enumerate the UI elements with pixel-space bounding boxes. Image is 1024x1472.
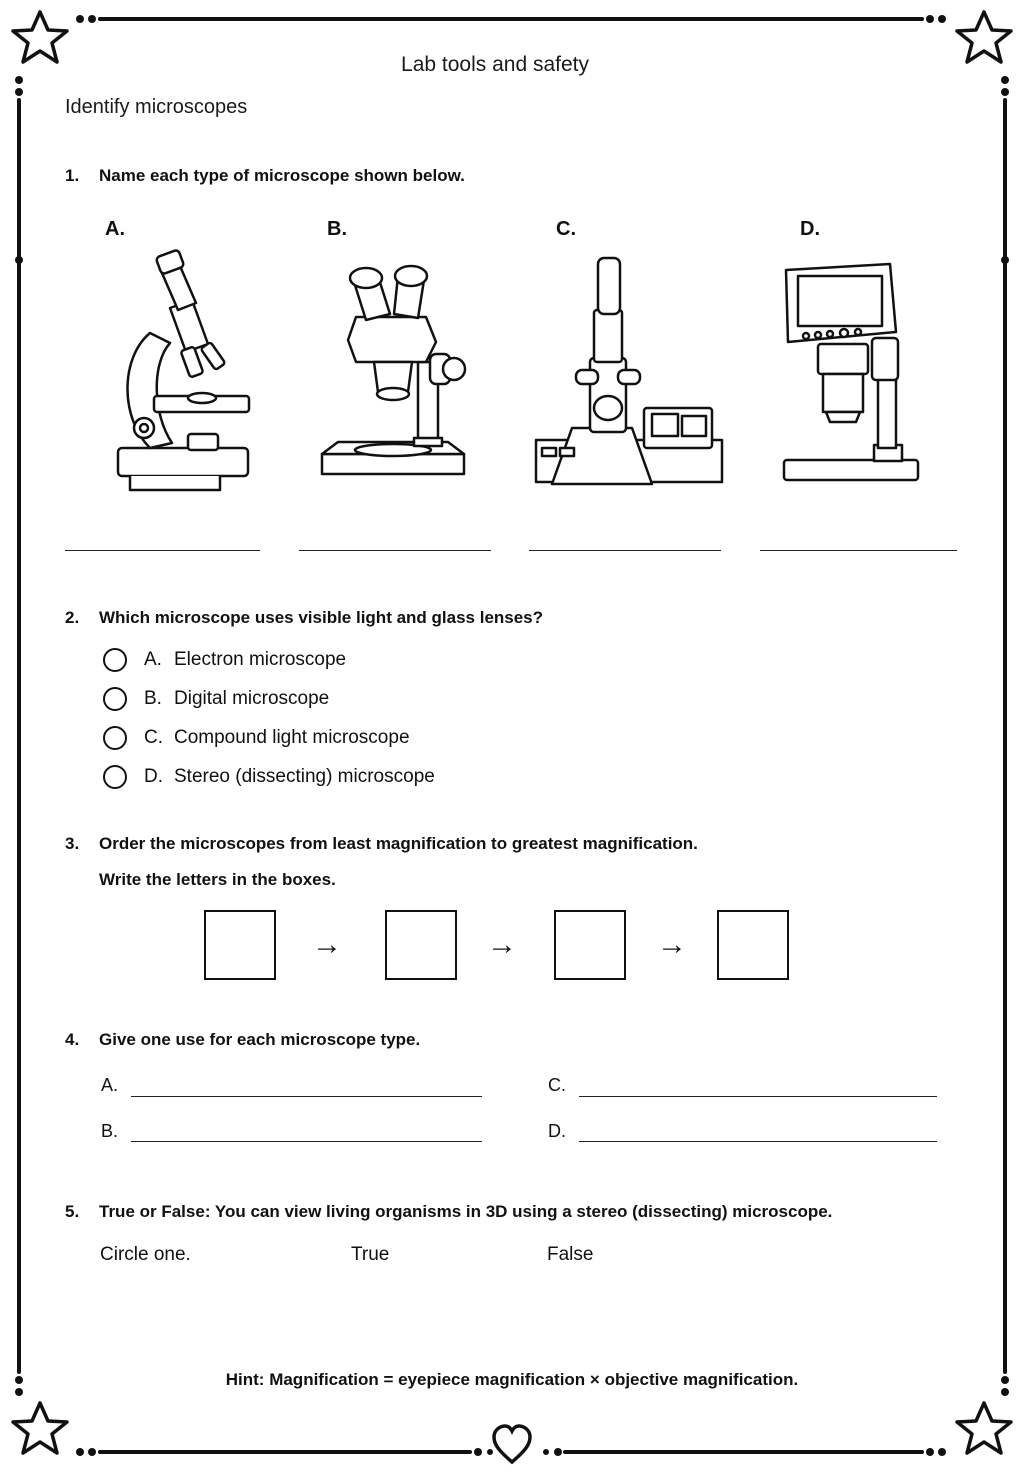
q3-instruction: Write the letters in the boxes. bbox=[99, 870, 336, 889]
electron-microscope-image bbox=[532, 248, 727, 493]
stereo-microscope-image bbox=[318, 262, 468, 487]
option-letter: C. bbox=[144, 727, 163, 748]
digital-microscope-image bbox=[778, 260, 923, 490]
option-letter: D. bbox=[144, 766, 163, 787]
q1-number: 1. bbox=[65, 166, 80, 185]
order-box-3[interactable] bbox=[554, 910, 626, 980]
q1-answer-line-c[interactable] bbox=[529, 550, 721, 551]
option-text: Digital microscope bbox=[174, 688, 330, 709]
q4-label-c: C. bbox=[548, 1075, 566, 1095]
q2-option-c[interactable] bbox=[103, 723, 410, 753]
radio-button[interactable] bbox=[103, 765, 127, 789]
arrow-icon: → bbox=[487, 928, 517, 961]
radio-button[interactable] bbox=[103, 687, 127, 711]
q1-label-b: B. bbox=[327, 218, 347, 240]
q4-label-d: D. bbox=[548, 1121, 566, 1141]
q4-answer-line-d[interactable] bbox=[579, 1141, 937, 1142]
order-box-4[interactable] bbox=[717, 910, 789, 980]
q2-option-a[interactable] bbox=[103, 645, 346, 675]
q2-number: 2. bbox=[65, 608, 80, 627]
q4-label-a: A. bbox=[101, 1075, 119, 1095]
q1-text: Name each type of microscope shown below. bbox=[99, 166, 465, 185]
q1-label-c: C. bbox=[556, 218, 576, 240]
arrow-icon: → bbox=[657, 928, 687, 961]
q1-label-a: A. bbox=[105, 218, 125, 240]
q2-option-d[interactable] bbox=[103, 762, 435, 792]
q3-text: Order the microscopes from least magnification to greatest magnification. bbox=[99, 834, 698, 853]
q5-true-option[interactable]: True bbox=[351, 1244, 390, 1265]
q2-option-b[interactable] bbox=[103, 684, 329, 714]
q1-answer-line-d[interactable] bbox=[760, 550, 957, 551]
q2-text: Which microscope uses visible light and glass lenses? bbox=[99, 608, 544, 627]
q5-text: True or False: You can view living organisms in 3D using a stereo (dissecting) microscope. bbox=[99, 1202, 833, 1221]
option-text: Electron microscope bbox=[174, 649, 347, 670]
radio-button[interactable] bbox=[103, 726, 127, 750]
q5-number: 5. bbox=[65, 1202, 80, 1221]
q1-answer-line-a[interactable] bbox=[65, 550, 260, 551]
heart-icon bbox=[494, 1426, 530, 1462]
q4-answer-line-a[interactable] bbox=[131, 1096, 482, 1097]
option-text: Compound light microscope bbox=[174, 727, 410, 748]
q5-false-option[interactable]: False bbox=[547, 1244, 594, 1265]
hint-text: Hint: Magnification = eyepiece magnification × objective magnification. bbox=[225, 1370, 799, 1389]
order-box-2[interactable] bbox=[385, 910, 457, 980]
page-title: Lab tools and safety bbox=[401, 53, 589, 76]
q4-answer-line-c[interactable] bbox=[579, 1096, 937, 1097]
option-letter: B. bbox=[144, 688, 162, 709]
star-icon bbox=[957, 1403, 1011, 1453]
q1-answer-line-b[interactable] bbox=[299, 550, 491, 551]
radio-button[interactable] bbox=[103, 648, 127, 672]
q5-circle-one: Circle one. bbox=[100, 1244, 191, 1265]
q3-number: 3. bbox=[65, 834, 80, 853]
star-icon bbox=[13, 1403, 67, 1453]
order-box-1[interactable] bbox=[204, 910, 276, 980]
q4-label-b: B. bbox=[101, 1121, 119, 1141]
option-letter: A. bbox=[144, 649, 162, 670]
arrow-icon: → bbox=[312, 928, 342, 961]
q4-number: 4. bbox=[65, 1030, 80, 1049]
q4-text: Give one use for each microscope type. bbox=[99, 1030, 421, 1049]
option-text: Stereo (dissecting) microscope bbox=[174, 766, 435, 787]
q1-label-d: D. bbox=[800, 218, 820, 240]
compound-microscope-image bbox=[110, 248, 260, 498]
page-subtitle: Identify microscopes bbox=[65, 96, 248, 118]
q4-answer-line-b[interactable] bbox=[131, 1141, 482, 1142]
